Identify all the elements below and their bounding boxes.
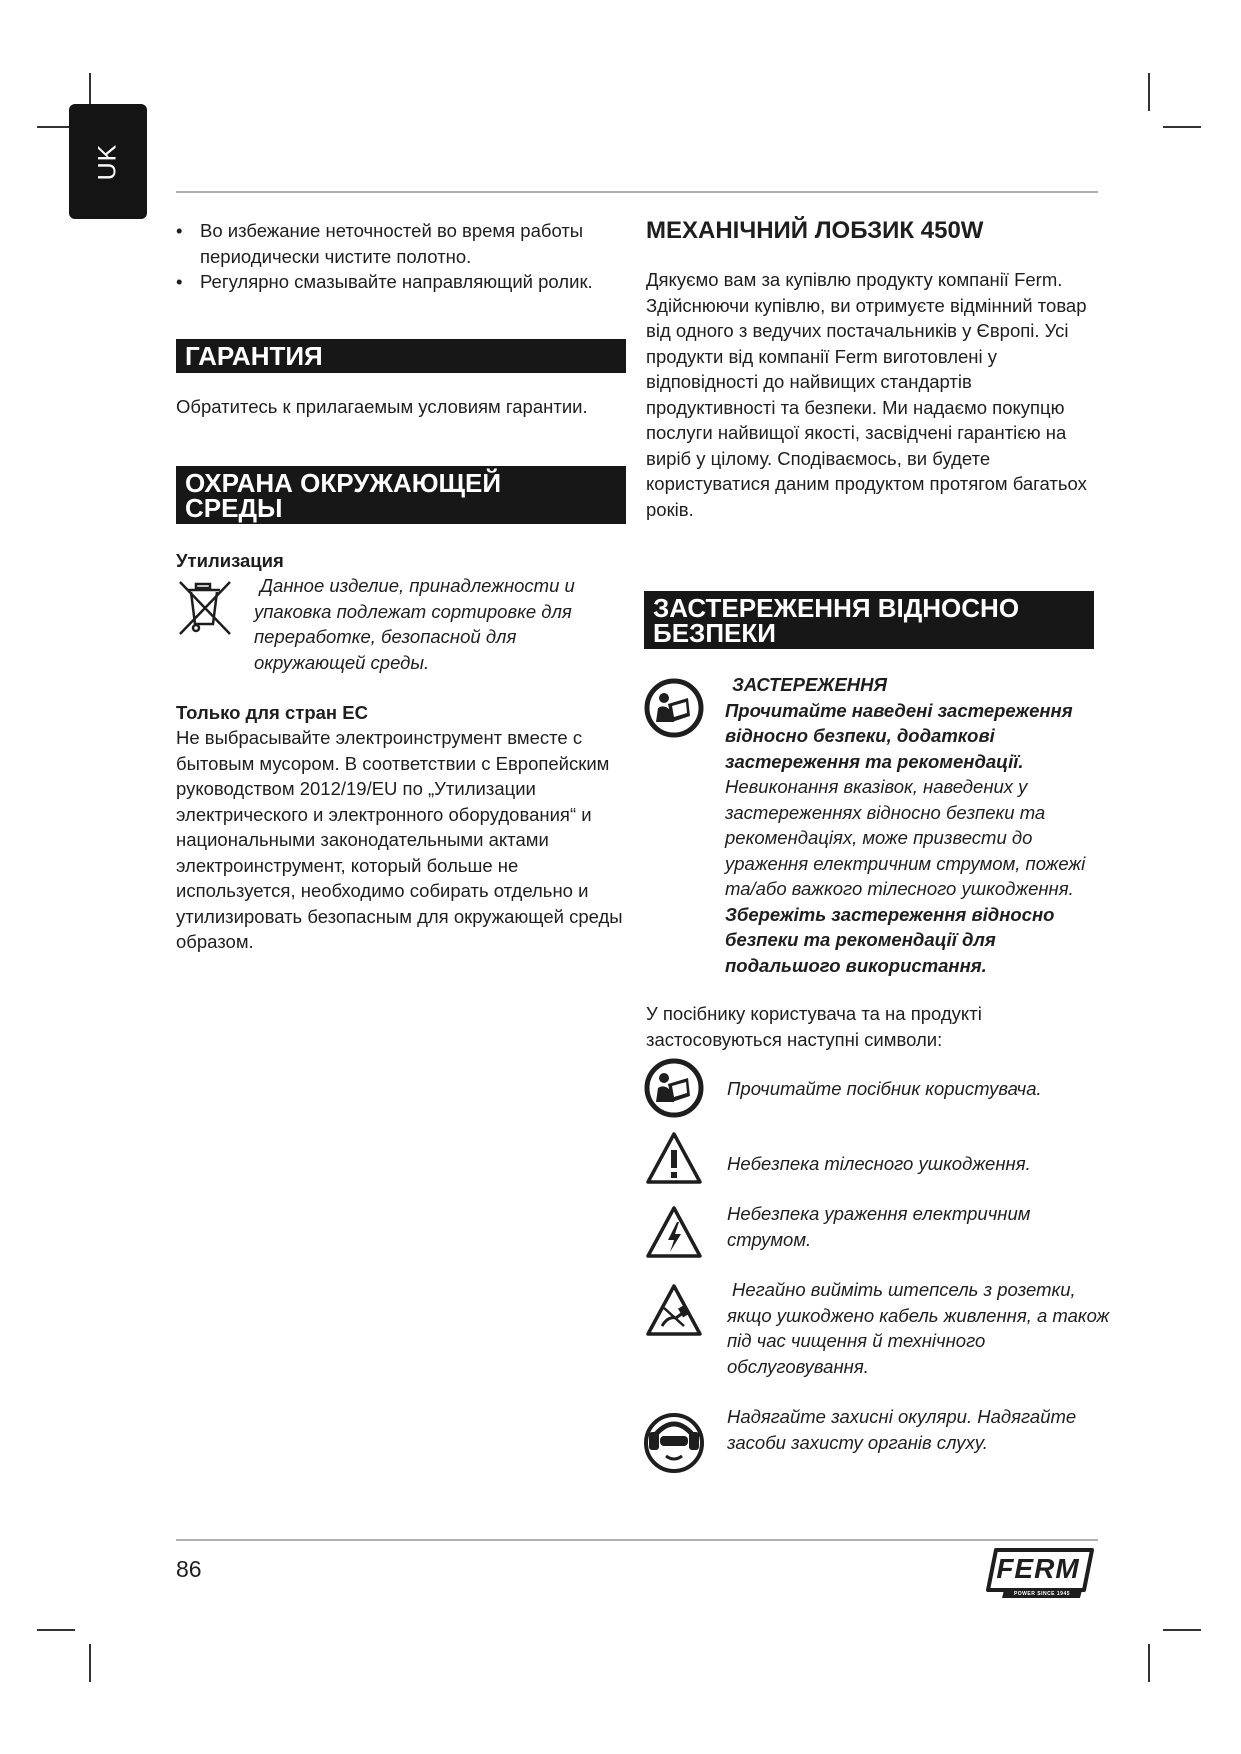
logo-tagline: POWER SINCE 1945 (1013, 1591, 1071, 1597)
language-tab (69, 104, 147, 219)
symbol-text: Негайно вийміть штепсель з розетки, якщо ушкоджено кабель живлення, а також під час чищення й технічного обслуговування. (727, 1279, 1110, 1377)
environment-heading: ОХРАНА ОКРУЖАЮЩЕЙ СРЕДЫ (176, 466, 626, 524)
intro-text: Дякуємо вам за купівлю продукту компанії Ferm. Здійснюючи купівлю, ви отримуєте відмінний товар від одного з ведучих постачальників у Європі. Усі продукти від компанії Ferm виготовлені у відповідності до найвищих стандартів продуктивності та безпеки. Ми надаємо покупцю послуги найвищої якості, засвідчені гарантією на виріб у цілому. Сподіваємось, ви будете користуватися даним продуктом протягом багатьох років. (646, 269, 1087, 520)
crossed-bin-icon (176, 578, 234, 638)
top-rule (176, 191, 1098, 193)
safety-warning: ЗАСТЕРЕЖЕННЯ Прочитайте наведені застереження відносно безпеки, додаткові застереження та рекомендації. Невиконання вказівок, наведених у застереженнях відносно безпеки та рекомендаціях, може призвести до ураження електричним струмом, пожежі та/або важкого тілесного ушкодження. Збережіть застереження відносно безпеки та рекомендації для подальшого використання. (725, 672, 1105, 978)
page-number: 86 (176, 1556, 202, 1582)
injury-warning-icon (644, 1130, 704, 1186)
unplug-icon (644, 1282, 704, 1338)
crop-mark (1148, 73, 1150, 111)
symbol-text: Надягайте захисні окуляри. Надягайте засоби захисту органів слуху. (727, 1406, 1077, 1453)
ferm-logo (986, 1548, 1094, 1600)
safety-heading: ЗАСТЕРЕЖЕННЯ ВІДНОСНО БЕЗПЕКИ (644, 591, 1094, 649)
crop-mark (1148, 1644, 1150, 1682)
disposal-heading: Утилизация (176, 550, 284, 571)
symbol-text: Небезпека ураження електричним струмом. (727, 1203, 1031, 1250)
bullet-item: • Регулярно смазывайте направляющий ролик. (176, 269, 628, 295)
crop-mark (37, 1629, 75, 1631)
crop-mark (89, 1644, 91, 1682)
product-title: МЕХАНІЧНИЙ ЛОБЗИК 450W (646, 217, 984, 244)
read-manual-icon (644, 678, 704, 738)
bullet-item: • Во избежание неточностей во время работы периодически чистите полотно. (176, 218, 628, 269)
bottom-rule (176, 1539, 1098, 1541)
symbol-text: Прочитайте посібник користувача. (727, 1078, 1042, 1099)
symbols-intro: У посібнику користувача та на продукті застосовуються наступні символи: (646, 1003, 982, 1050)
electric-shock-icon (644, 1204, 704, 1260)
eu-text: Не выбрасывайте электроинструмент вместе с бытовым мусором. В соответствии с Европейским руководством 2012/19/EU по „Утилизации электрического и электронного оборудования“ и национальными законодательными актами электроинструмент, который больше не используется, необходимо собирать отдельно и утилизировать безопасным для окружающей среды образом. (176, 727, 623, 952)
read-manual-icon (644, 1058, 704, 1118)
language-tab-label: UK (93, 143, 122, 180)
symbol-text: Небезпека тілесного ушкодження. (727, 1153, 1031, 1174)
maintenance-bullets (176, 218, 628, 295)
warranty-heading: ГАРАНТИЯ (176, 339, 626, 373)
warning-label: ЗАСТЕРЕЖЕННЯ (732, 674, 888, 695)
warranty-text: Обратитесь к прилагаемым условиям гарантии. (176, 396, 588, 417)
goggles-earmuffs-icon (644, 1412, 704, 1474)
eu-heading: Только для стран ЕС (176, 702, 368, 723)
disposal-text: Данное изделие, принадлежности и упаковка подлежат сортировке для переработке, безопасной для окружающей среды. (254, 575, 575, 673)
logo-brand: FERM (996, 1553, 1080, 1584)
crop-mark (1163, 1629, 1201, 1631)
crop-mark (1163, 126, 1201, 128)
